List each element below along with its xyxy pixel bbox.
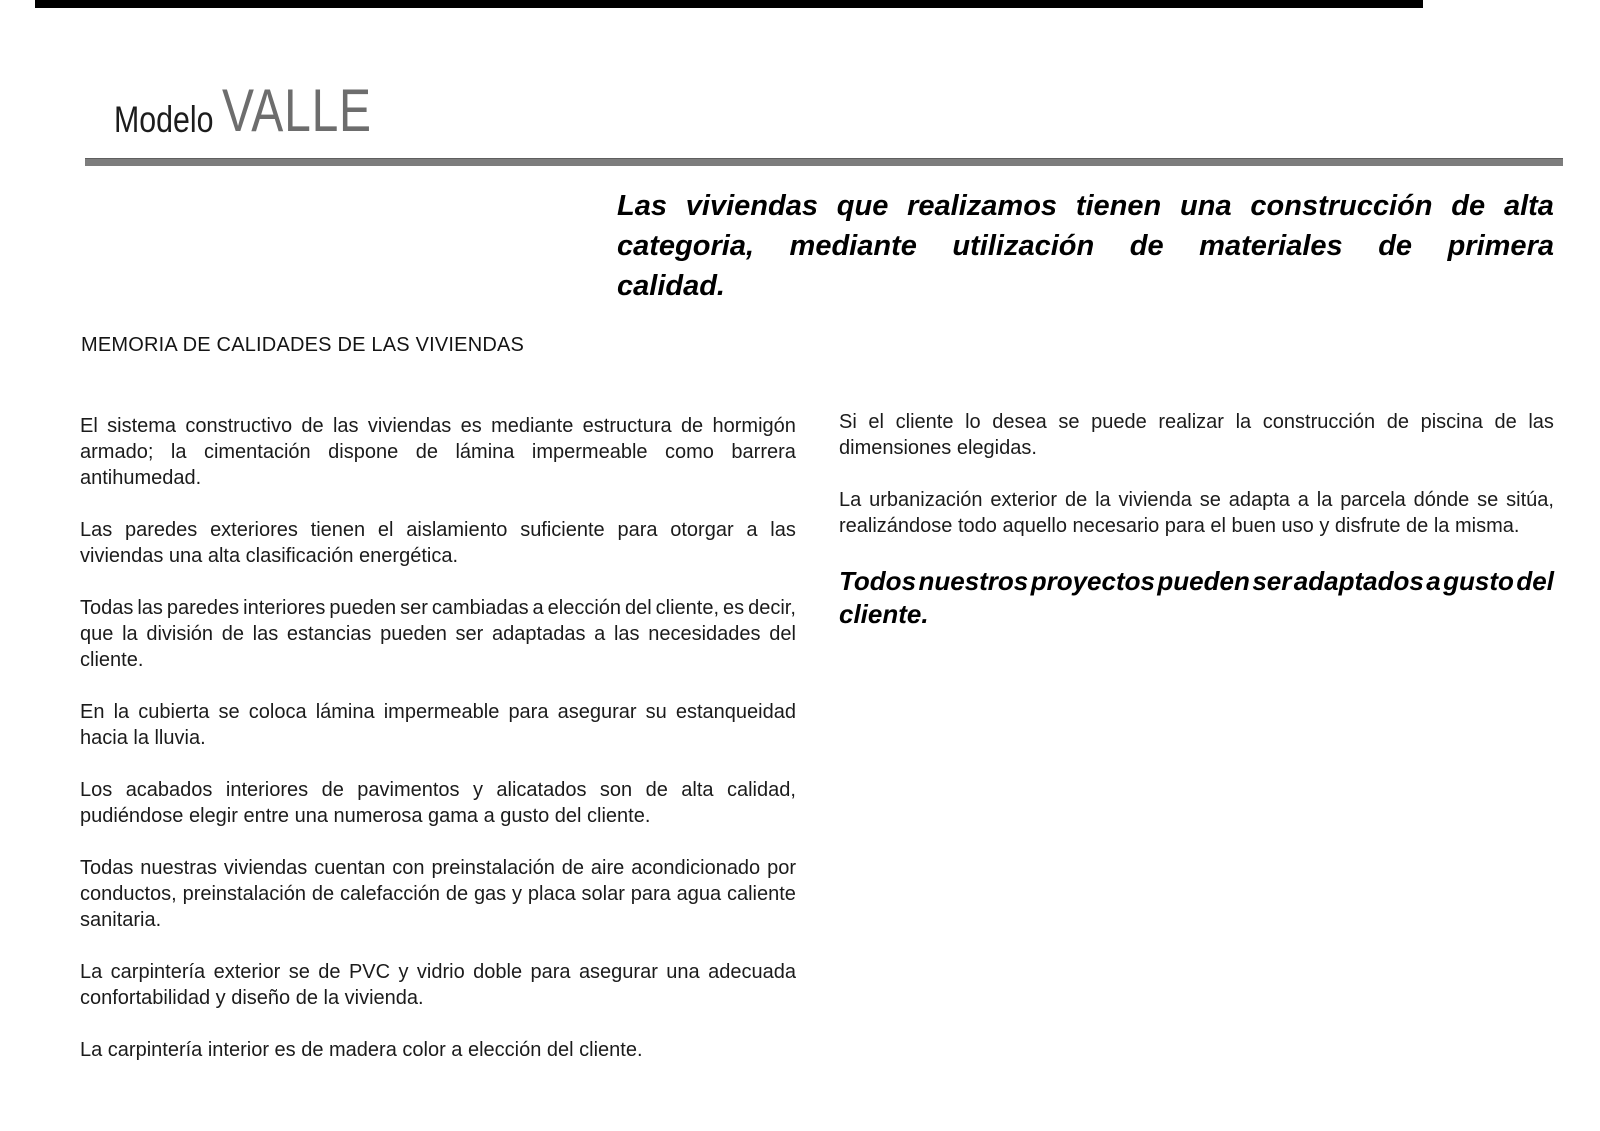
text-line: que la división de las estancias pueden ser adaptadas a las necesidades del [80, 623, 796, 645]
text-line: La urbanización exterior de la vivienda se adapta a la parcela dónde se sitúa, [839, 489, 1554, 511]
text-line: El sistema constructivo de las viviendas es mediante estructura de hormigón [80, 415, 796, 437]
paragraph [80, 855, 796, 933]
section-heading: MEMORIA DE CALIDADES DE LAS VIVIENDAS [81, 334, 525, 356]
text-line: Todas las paredes interiores pueden ser cambiadas a elección del cliente, es decir, [80, 597, 796, 619]
paragraph [839, 409, 1554, 461]
text-line: categoria, mediante utilización de materiales de primera [617, 230, 1554, 262]
text-line: Las paredes exteriores tienen el aislamiento suficiente para otorgar a las [80, 519, 796, 541]
title-divider-rule [85, 158, 1563, 166]
text-line: sanitaria. [80, 909, 162, 931]
text-line: realizándose todo aquello necesario para el buen uso y disfrute de la misma. [839, 515, 1520, 537]
text-line: En la cubierta se coloca lámina impermeable para asegurar su estanqueidad [80, 701, 796, 723]
paragraph [80, 777, 796, 829]
paragraph [80, 595, 796, 673]
text-line: pudiéndose elegir entre una numerosa gama a gusto del cliente. [80, 805, 651, 827]
model-label: Modelo [114, 99, 214, 140]
intro-statement [617, 186, 1554, 306]
closing-statement [839, 565, 1554, 631]
text-line: confortabilidad y diseño de la vivienda. [80, 987, 424, 1009]
text-line: Las viviendas que realizamos tienen una construcción de alta [617, 190, 1554, 222]
text-line: Todas nuestras viviendas cuentan con preinstalación de aire acondicionado por [80, 857, 796, 879]
text-line: Todos nuestros proyectos pueden ser adaptados a gusto del [839, 566, 1554, 596]
paragraph [80, 1037, 796, 1063]
top-border-bar [35, 0, 1423, 8]
left-column [80, 413, 796, 1089]
paragraph [80, 959, 796, 1011]
paragraph [80, 517, 796, 569]
text-line: cliente. [80, 649, 144, 671]
text-line: Los acabados interiores de pavimentos y alicatados son de alta calidad, [80, 779, 796, 801]
right-column-paragraphs [839, 409, 1554, 539]
text-line: armado; la cimentación dispone de lámina impermeable como barrera [80, 441, 796, 463]
paragraph [839, 487, 1554, 539]
text-line: viviendas una alta clasificación energética. [80, 545, 458, 567]
model-name: VALLE [222, 77, 372, 144]
paragraph [80, 699, 796, 751]
text-line: antihumedad. [80, 467, 202, 489]
text-line: cliente. [839, 599, 929, 629]
text-line: dimensiones elegidas. [839, 437, 1037, 459]
text-line: La carpintería exterior se de PVC y vidrio doble para asegurar una adecuada [80, 961, 796, 983]
text-line: hacia la lluvia. [80, 727, 206, 749]
text-line: Si el cliente lo desea se puede realizar la construcción de piscina de las [839, 411, 1554, 433]
text-line: conductos, preinstalación de calefacción de gas y placa solar para agua caliente [80, 883, 796, 905]
right-column [839, 409, 1554, 631]
text-line: calidad. [617, 270, 725, 302]
text-line: La carpintería interior es de madera color a elección del cliente. [80, 1039, 643, 1061]
paragraph [80, 413, 796, 491]
